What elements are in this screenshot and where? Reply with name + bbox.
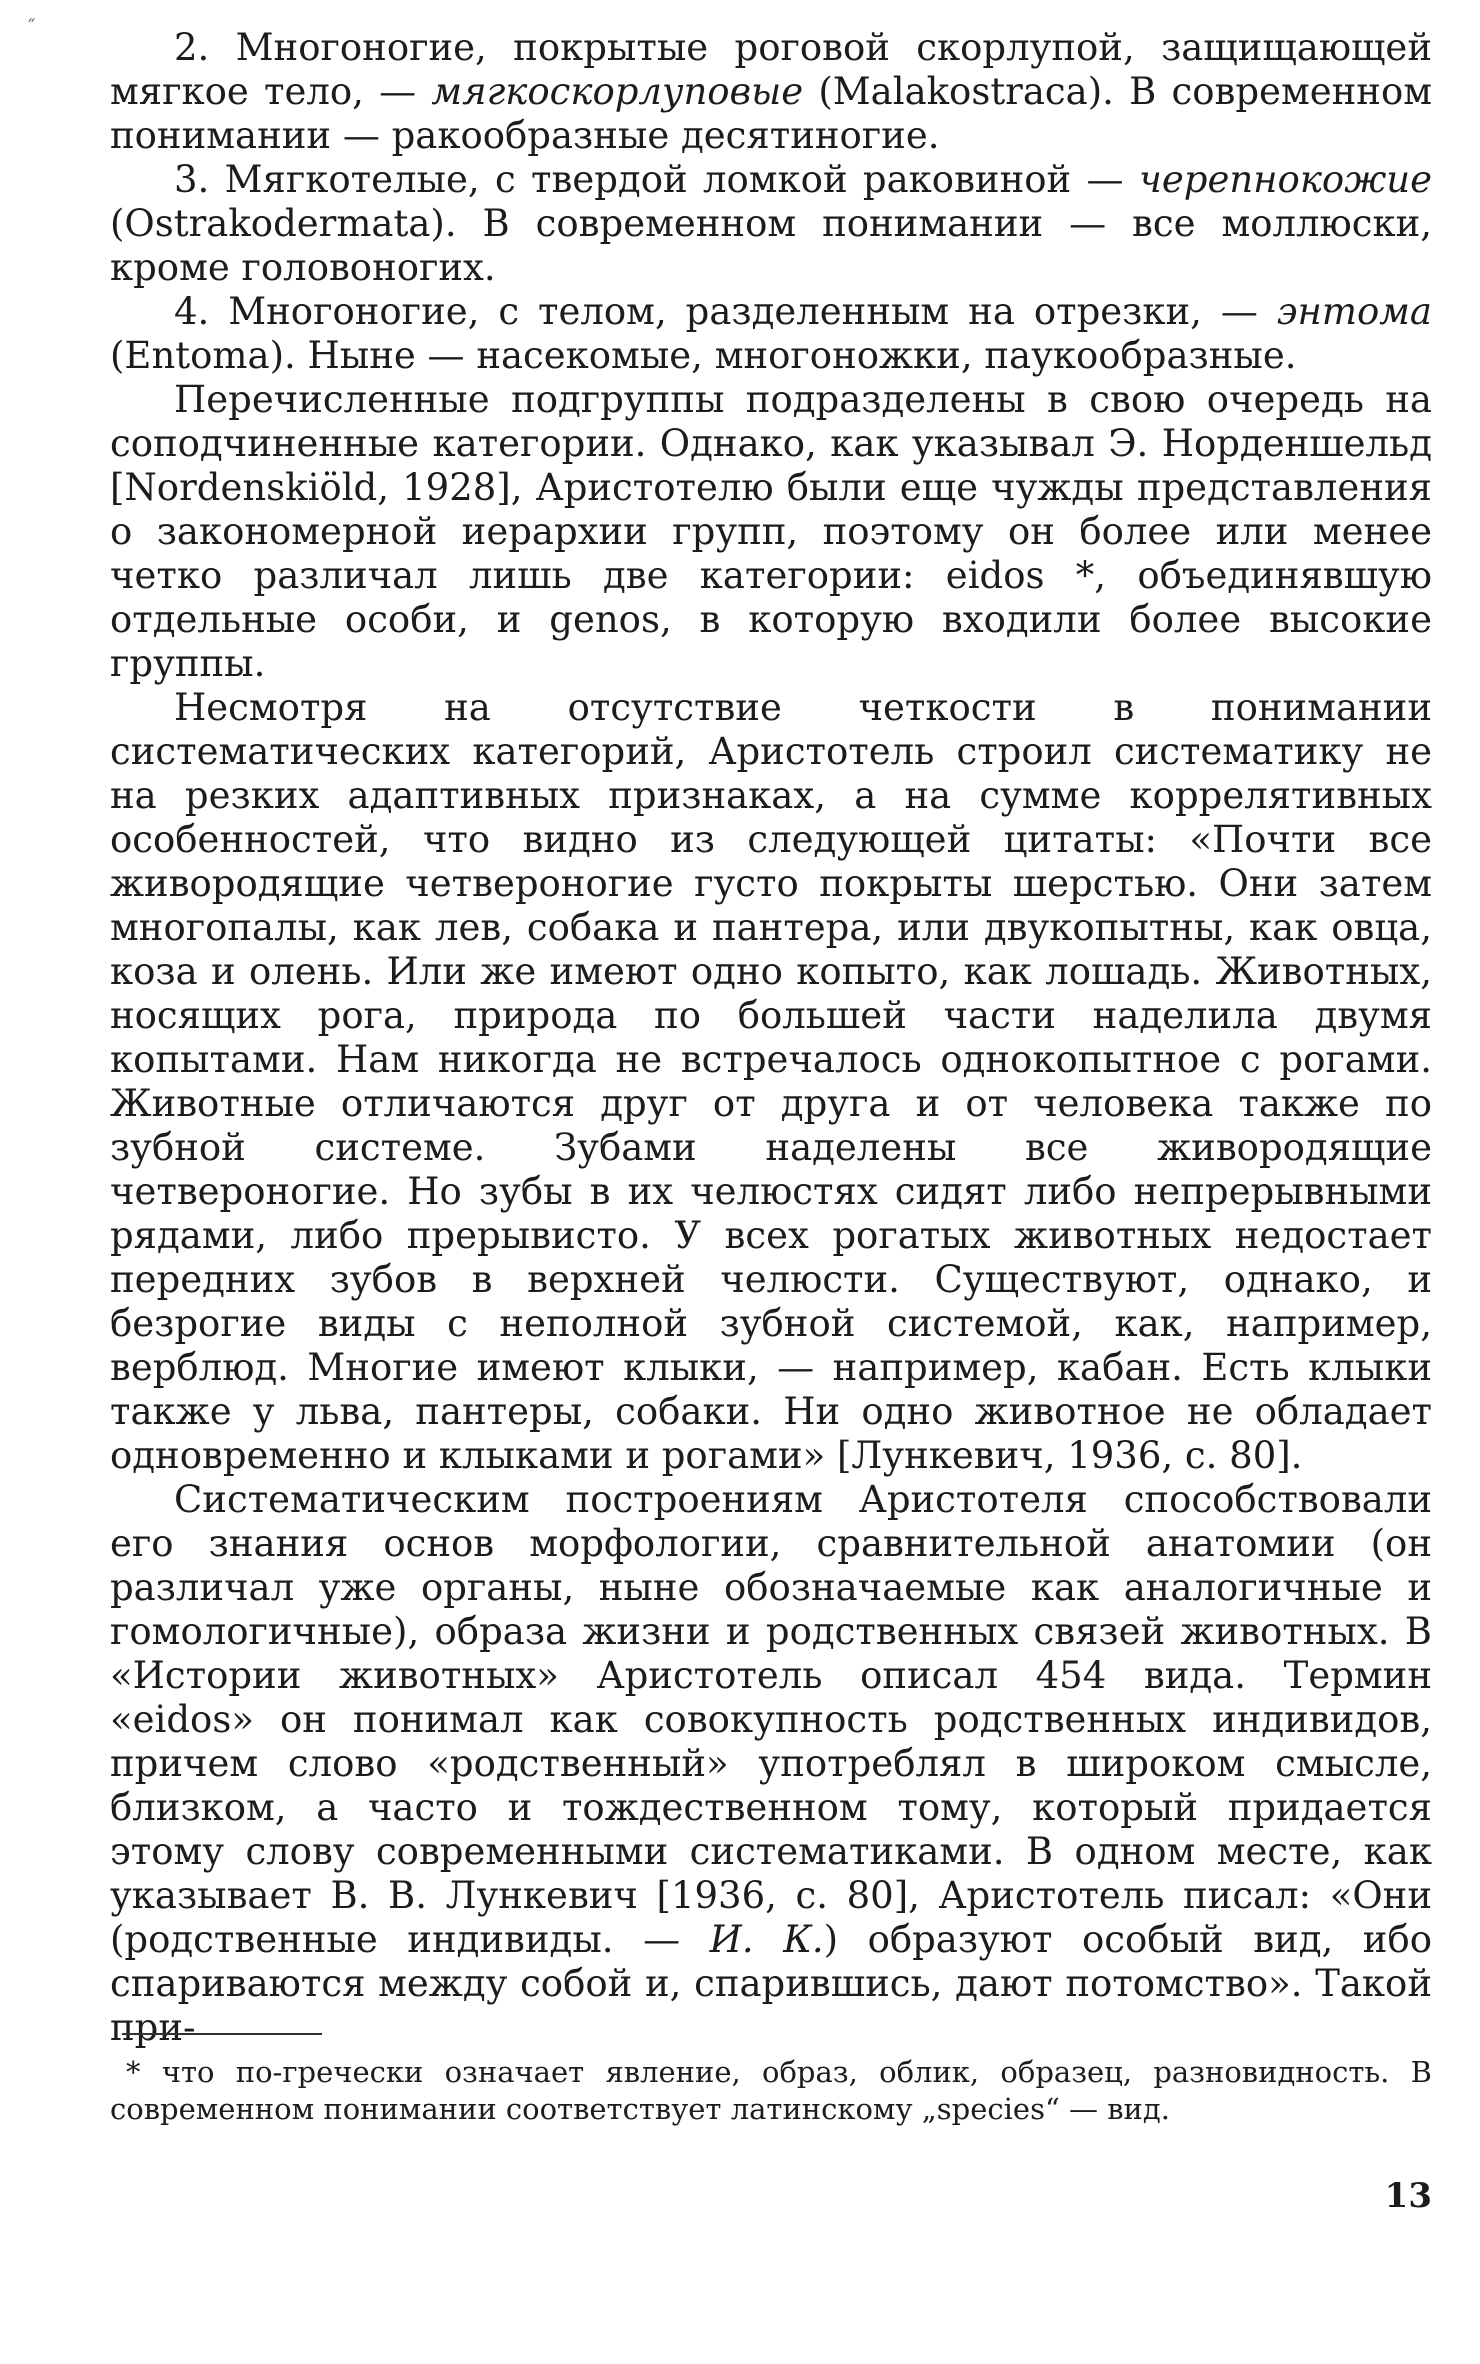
list-item-text: Многоногие, с телом, разделенным на отрезки, — [228, 290, 1258, 333]
list-item-number: 3. [174, 158, 210, 201]
paragraph-text: ) образуют особый вид, ибо спариваются между собой и, спарившись, дают потомство». Такой при- [110, 1918, 1433, 2049]
footnote [110, 2054, 1432, 2128]
paragraph-text: Систематическим построениям Аристотеля способствовали его знания основ морфологии, сравнительной анатомии (он различал уже органы, ныне обозначаемые как аналогичные и гомологичные), образа жизни и родственных связей животных. В «Истории животных» Аристотель описал 454 вида. Термин «eidos» он понимал как совокупность родственных индивидов, причем слово «родственный» употреблял в широком смысле, близком, а часто и тождественном тому, который придается этому слову современными систематиками. В одном месте, как указывает В. В. Лункевич [1936, с. 80], Аристотель писал: «Они (родственные индивиды. — [110, 1478, 1432, 1961]
author-initials: И. К. [709, 1918, 824, 1961]
list-item-text: (Ostrakodermata). В современном понимании — все моллюски, кроме головоногих. [110, 202, 1432, 289]
list-item-term: энтома [1276, 290, 1432, 333]
list-item-4 [110, 290, 1432, 378]
list-item-term: мягкоскорлуповые [431, 70, 804, 113]
list-item-text: (Entoma). Ныне — насекомые, многоножки, паукообразные. [110, 334, 1297, 377]
list-item-text: (Malakostraca). В современном понимании — ракообразные десятиногие. [110, 70, 1433, 157]
list-item-number: 4. [174, 290, 210, 333]
list-item-term: черепнокожие [1138, 158, 1432, 201]
footnote-marker: * [126, 2055, 141, 2089]
paragraph-morphology [110, 1478, 1432, 2050]
footnote-divider [122, 2033, 322, 2035]
list-item-text: Многоногие, покрытые роговой скорлупой, защищающей мягкое тело, — [110, 26, 1432, 113]
list-item-2 [110, 26, 1432, 158]
paragraph-aristotle-quote: Несмотря на отсутствие четкости в понимании систематических категорий, Аристотель строил систематику не на резких адаптивных признаках, а на сумме коррелятивных особенностей, что видно из следующей цитаты: «Почти все живородящие четвероногие густо покрыты шерстью. Они затем многопалы, как лев, собака и пантера, или двукопытны, как овца, коза и олень. Или же имеют одно копыто, как лошадь. Животных, носящих рога, природа по большей части наделила двумя копытами. Нам никогда не встречалось однокопытное с рогами. Животные отличаются друг от друга и от человека также по зубной системе. Зубами наделены все живородящие четвероногие. Но зубы в их челюстях сидят либо непрерывными рядами, либо прерывисто. У всех рогатых животных недостает передних зубов в верхней челюсти. Существуют, однако, и безрогие виды с неполной зубной системой, как, например, верблюд. Многие имеют клыки, — например, кабан. Есть клыки также у льва, пантеры, собаки. Ни одно животное не обладает одновременно и клыками и рогами» [Лункевич, 1936, с. 80]. [110, 686, 1432, 1477]
page-number: 13 [1384, 2176, 1432, 2216]
list-item-3 [110, 158, 1432, 290]
list-item-text: Мягкотелые, с твердой ломкой раковиной — [224, 158, 1124, 201]
footnote-text: что по-гречески означает явление, образ, облик, образец, разновидность. В современном понимании соответствует латинскому „species“ — вид. [110, 2055, 1432, 2126]
paragraph-subgroups: Перечисленные подгруппы подразделены в свою очередь на соподчиненные категории. Однако, как указывал Э. Норденшельд [Nordenskiöld, 1928], Аристотелю были еще чужды представления о закономерной иерархии групп, поэтому он более или менее четко различал лишь две категории: eidos *, объединявшую отдельные особи, и genos, в которую входили более высокие группы. [110, 378, 1432, 685]
list-item-number: 2. [174, 26, 210, 69]
scan-corner-mark: ″ [28, 14, 36, 38]
book-page [110, 26, 1432, 2326]
